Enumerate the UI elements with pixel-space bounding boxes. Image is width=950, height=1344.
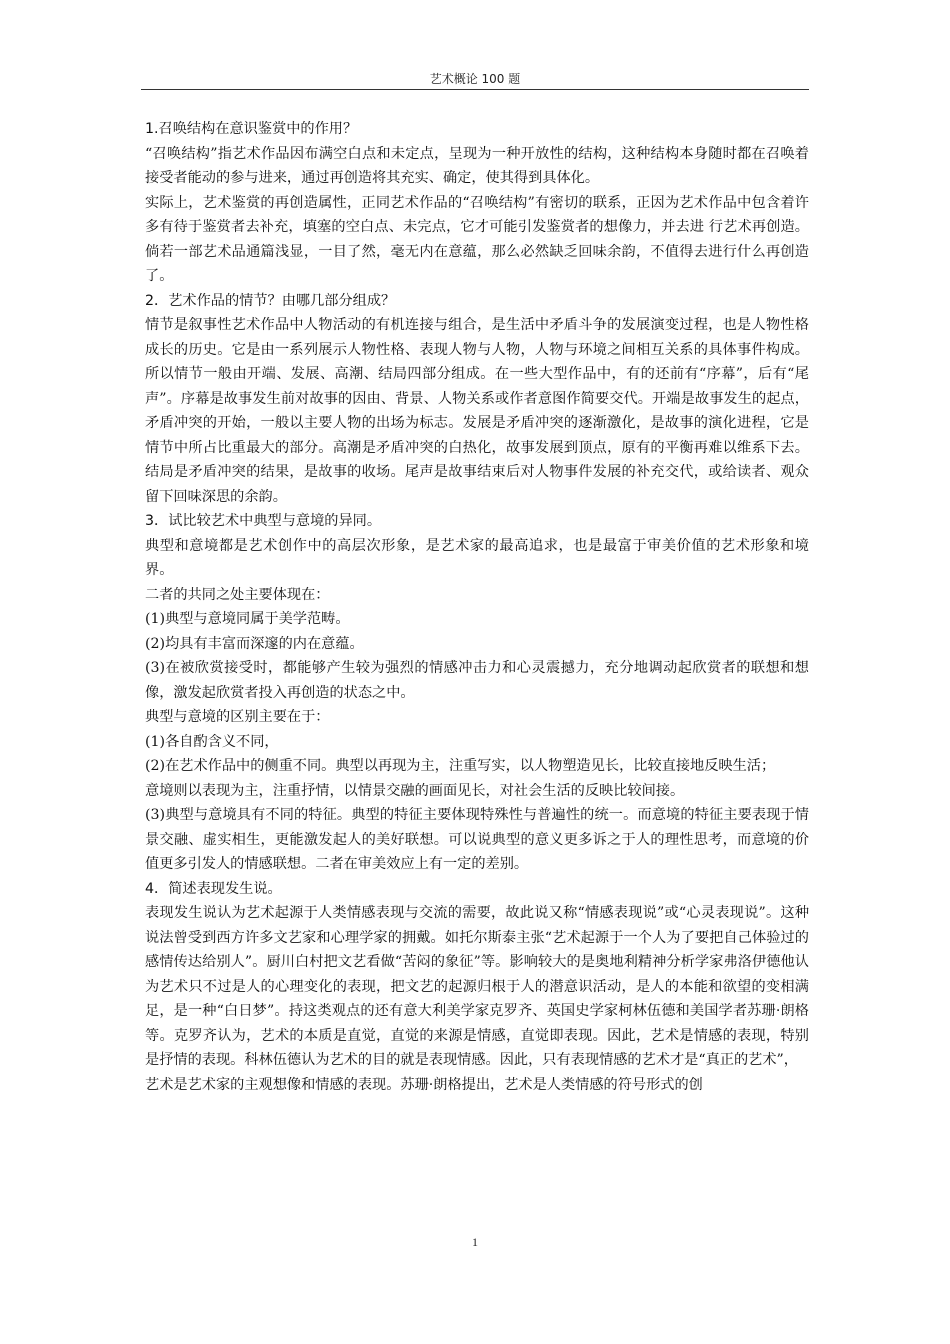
question-heading: 2．艺术作品的情节？由哪几部分组成？ — [145, 292, 396, 309]
page-number: 1 — [472, 1235, 478, 1249]
paragraph: 典型与意境的区别主要在于： — [145, 709, 330, 725]
paragraph: 二者的共同之处主要体现在： — [145, 586, 330, 603]
page-header: 艺术概论 100 题 — [429, 72, 521, 86]
paragraph: “召唤结构”指艺术作品因布满空白点和未定点，呈现为一种开放性的结构，这种结构本身随时都在召唤着接受者能动的参与进来，通过再创造将其充实、确定，使其得到具体化。 — [145, 145, 809, 186]
question-heading: 1.召唤结构在意识鉴赏中的作用？ — [145, 121, 358, 137]
paragraph: 实际上，艺术鉴赏的再创造属性，正同艺术作品的“召唤结构”有密切的联系，正因为艺术作品中包含着许多有待于鉴赏者去补充，填塞的空白点、未完点，它才可能引发鉴赏者的想像力，并去进 行艺术再创造。倘若一部艺术品通篇浅显，一目了然，毫无内在意蕴，那么必然缺乏回味余韵，不值得去进行什么再创造了。 — [145, 194, 809, 284]
question-heading: 4．简述表现发生说。 — [145, 880, 282, 897]
paragraph: 艺术是艺术家的主观想像和情感的表现。苏珊·朗格提出，艺术是人类情感的符号形式的创 — [145, 1076, 703, 1093]
paragraph: 表现发生说认为艺术起源于人类情感表现与交流的需要，故此说又称“情感表现说”或“心灵表现说”。这种说法曾受到西方许多文艺家和心理学家的拥戴。如托尔斯泰主张“艺术起源于一个人为了要把自己体验过的感情传达给别人”。厨川白村把文艺看做“苦闷的象征”等。影响较大的是奥地利精神分析学家弗洛伊德他认为艺术只不过是人的心理变化的表现，把文艺的起源归根于人的潜意识活动，是人的本能和欲望的变相满足，是一种“白日梦”。持这类观点的还有意大利美学家克罗齐、英国史学家柯林伍德和美国学者苏珊·朗格等。克罗齐认为，艺术的本质是直觉，直觉的来源是情感，直觉即表现。因此，艺术是情感的表现，特别是抒情的表现。科林伍德认为艺术的目的就是表现情感。因此，只有表现情感的艺术才是“真正的艺术”， — [145, 905, 810, 1068]
question-heading: 3．试比较艺术中典型与意境的异同。 — [145, 513, 382, 529]
paragraph: 意境则以表现为主，注重抒情，以情景交融的画面见长，对社会生活的反映比较间接。 — [145, 782, 685, 799]
paragraph: (3)在被欣赏接受时，都能够产生较为强烈的情感冲击力和心灵震撼力，充分地调动起欣赏者的联想和想像，激发起欣赏者投入再创造的状态之中。 — [145, 660, 809, 701]
paragraph: 情节是叙事性艺术作品中人物活动的有机连接与组合，是生活中矛盾斗争的发展演变过程，也是人物性格成长的历史。它是由一系列展示人物性格、表现人物与人物，人物与环境之间相互关系的具体事件构成。所以情节一般由开端、发展、高潮、结局四部分组成。在一些大型作品中，有的还前有“序幕”，后有“尾声”。序幕是故事发生前对故事的因由、背景、人物关系或作者意图作简要交代。开端是故事发生的起点，矛盾冲突的开始，一般以主要人物的出场为标志。发展是矛盾冲突的逐渐激化，是故事的演化进程，它是情节中所占比重最大的部分。高潮是矛盾冲突的白热化，故事发展到顶点，原有的平衡再难以维系下去。结局是矛盾冲突的结果，是故事的收场。尾声是故事结束后对人物事件发展的补充交代，或给读者、观众留下回味深思的余韵。 — [145, 317, 809, 505]
paragraph: (1)典型与意境同属于美学范畴。 — [145, 611, 350, 627]
paragraph: (2)在艺术作品中的侧重不同。典型以再现为主，注重写实，以人物塑造见长，比较直接地反映生活； — [145, 758, 776, 774]
paragraph: (3)典型与意境具有不同的特征。典型的特征主要体现特殊性与普遍性的统一。而意境的特征主要表现于情景交融、虚实相生，更能激发起人的美好联想。可以说典型的意义更多诉之于人的理性思考，而意境的价值更多引发人的情感联想。二者在审美效应上有一定的差别。 — [145, 807, 809, 872]
paragraph: (1)各自酌含义不同， — [145, 733, 279, 750]
paragraph: (2)均具有丰富而深邃的内在意蕴。 — [145, 635, 364, 652]
header-divider — [141, 89, 809, 90]
paragraph: 典型和意境都是艺术创作中的高层次形象，是艺术家的最高追求，也是最富于审美价值的艺术形象和境界。 — [145, 537, 809, 578]
document-body — [145, 117, 809, 1097]
